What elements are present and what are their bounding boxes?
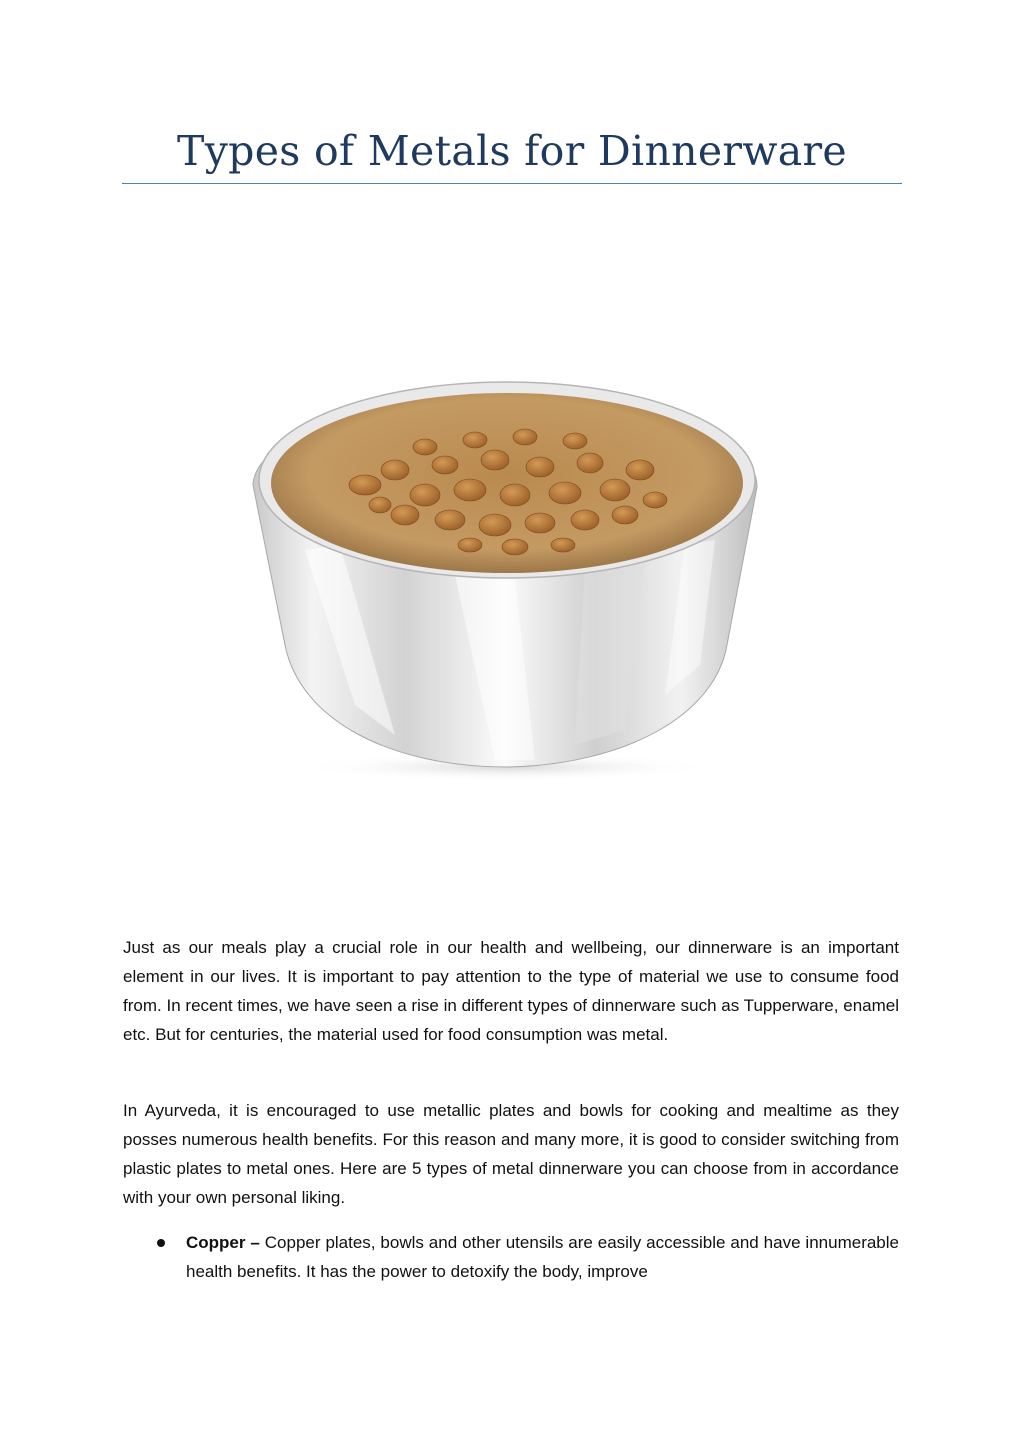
document-title: Types of Metals for Dinnerware [177,127,847,175]
bullet-icon [157,1239,165,1247]
ayurveda-paragraph: In Ayurveda, it is encouraged to use metallic plates and bowls for cooking and mealtime as they posses numerous health benefits. For this reason and many more, it is good to consider switching from plastic plates to metal ones. Here are 5 types of metal dinnerware you can choose from in accordance with your own personal liking. [123,1101,899,1207]
metal-types-list [123,1228,899,1286]
bullet-text: Copper plates, bowls and other utensils are easily accessible and have innumerable health benefits. It has the power to detoxify the body, improve [186,1233,899,1281]
title-underline [122,183,902,184]
metal-bowl-image [245,375,765,785]
bullet-term: Copper – [186,1233,260,1252]
intro-paragraph: Just as our meals play a crucial role in our health and wellbeing, our dinnerware is an important element in our lives. It is important to pay attention to the type of material we use to consume food from. In recent times, we have seen a rise in different types of dinnerware such as Tupperware, enamel etc. But for centuries, the material used for food consumption was metal. [123,938,899,1044]
list-item-copper [123,1228,899,1286]
